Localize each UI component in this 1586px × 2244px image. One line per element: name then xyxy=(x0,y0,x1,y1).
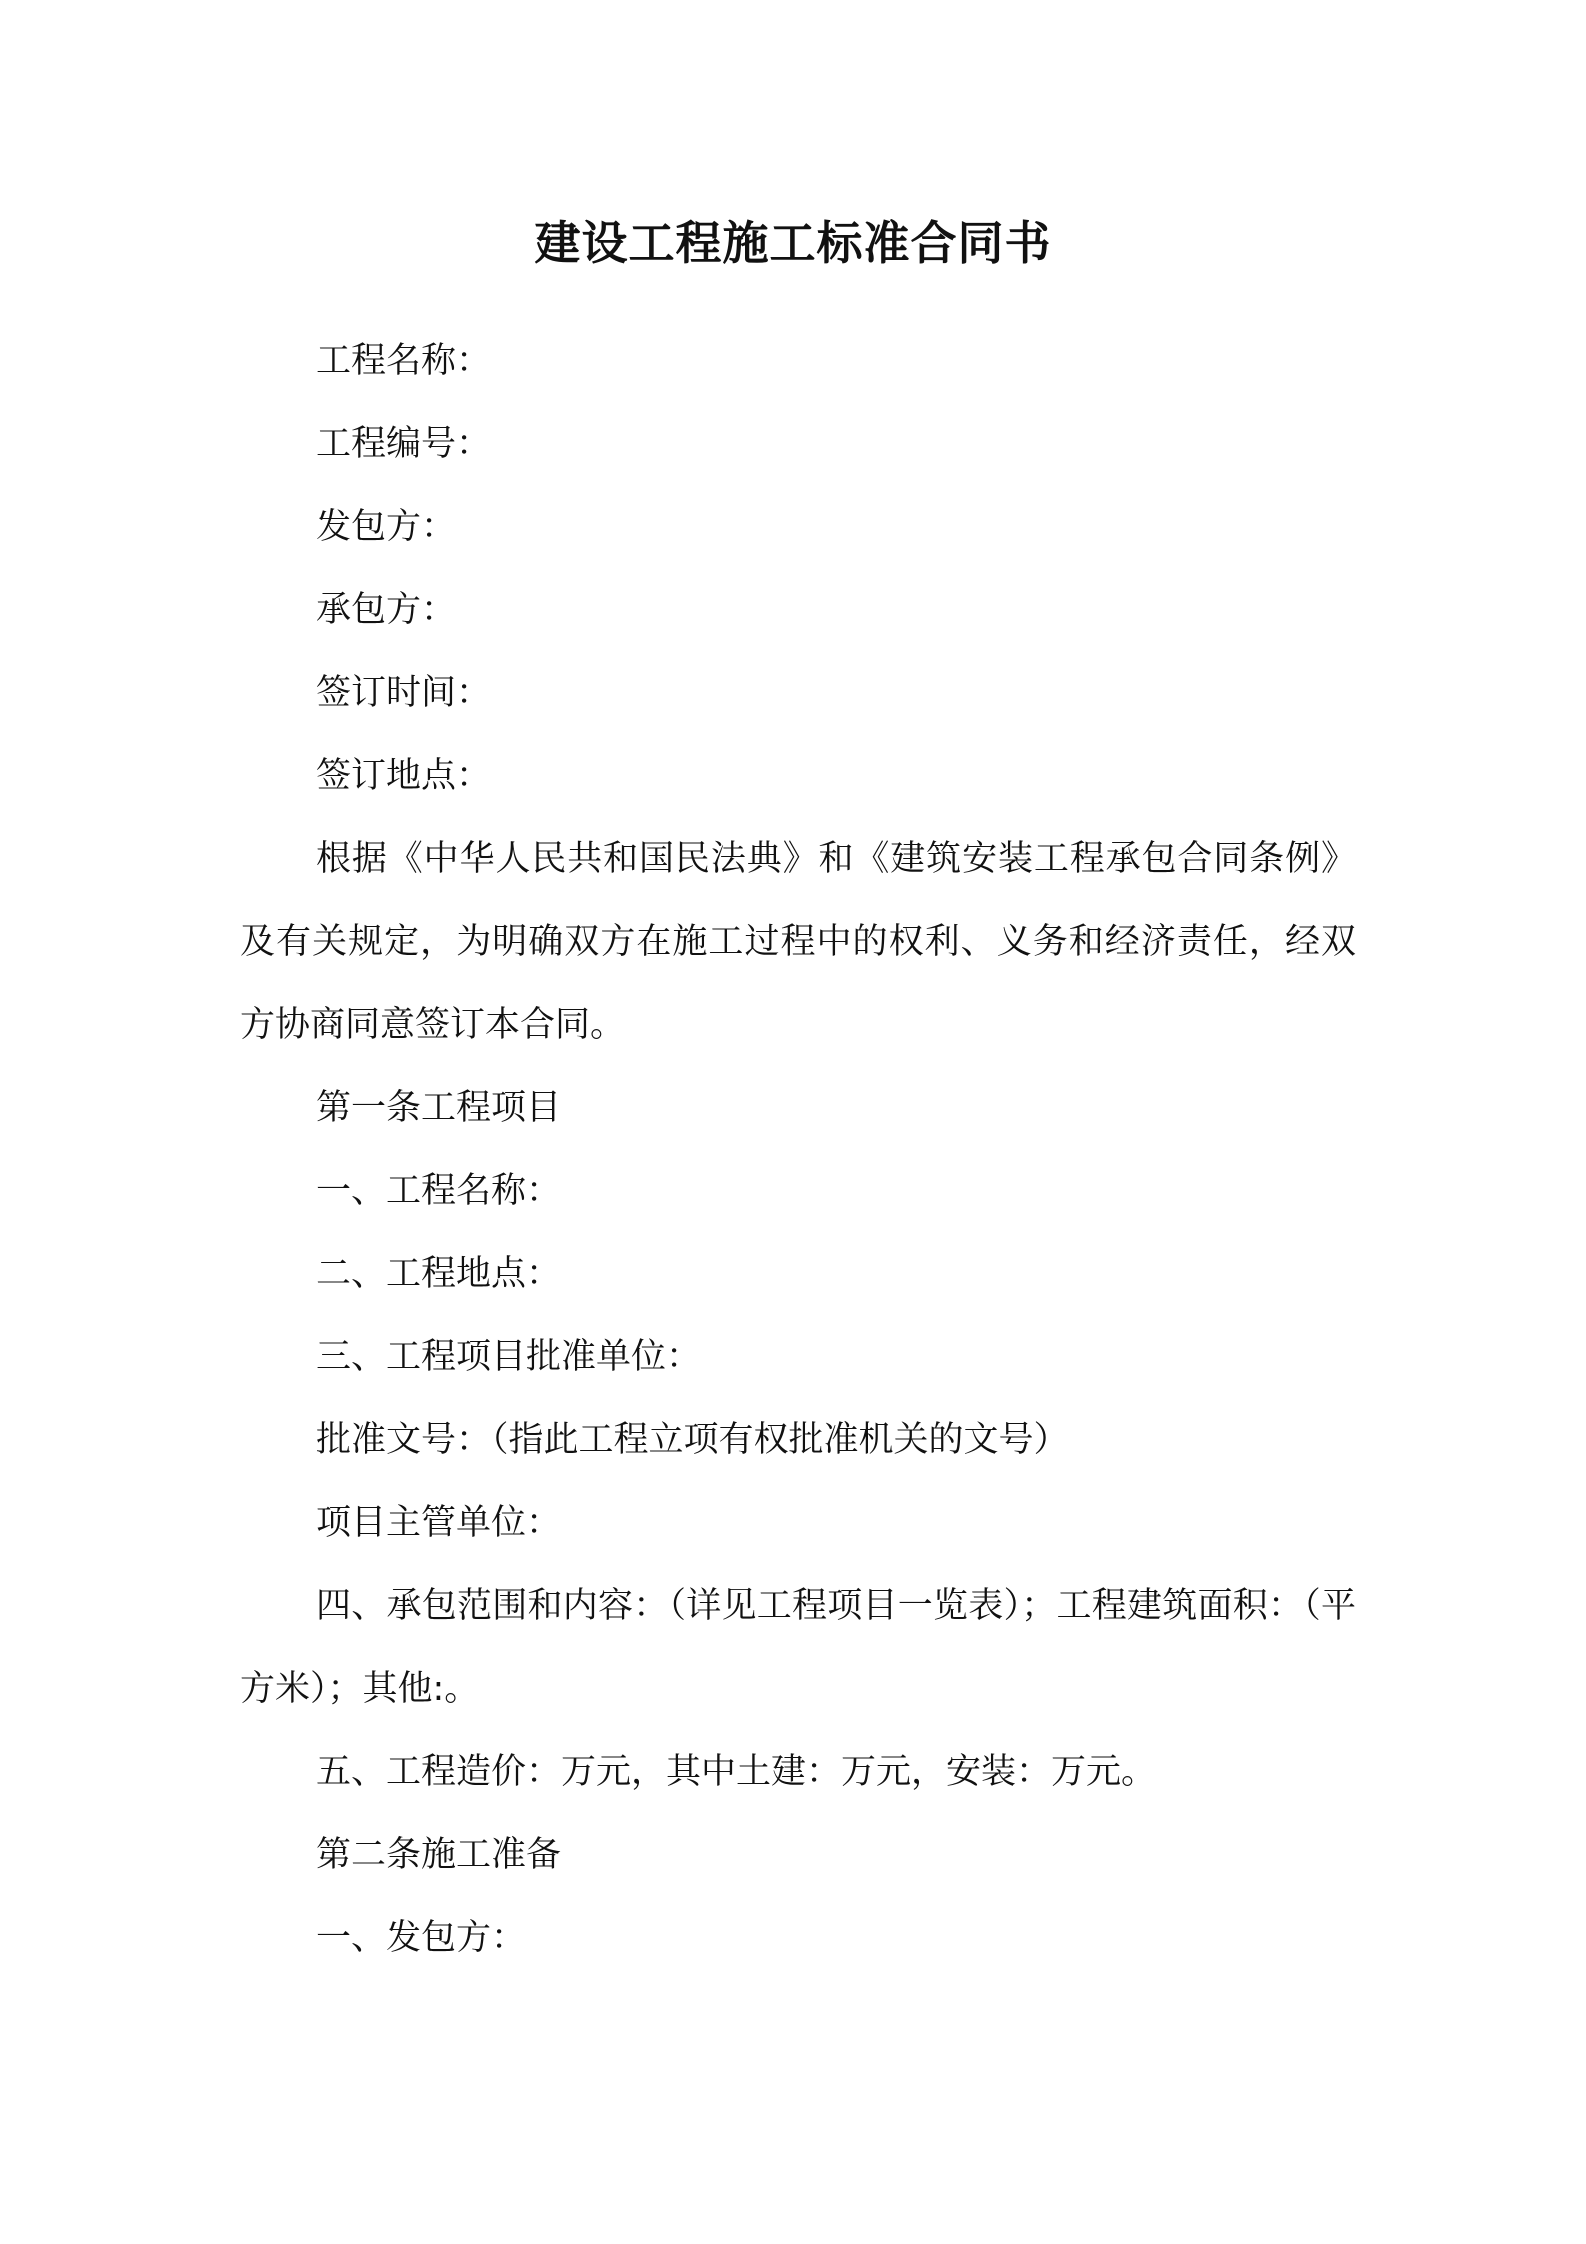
field-contractor: 承包方： xyxy=(316,590,457,630)
field-signing-date: 签订时间： xyxy=(316,673,492,713)
article1-item-project-location: 二、工程地点： xyxy=(316,1254,562,1294)
preamble-paragraph: 根据《中华人民共和国民法典》和《建筑安装工程承包合同条例》及有关规定，为明确双方在施工过程中的权利、义务和经济责任，经双方协商同意签订本合同。 xyxy=(240,839,1356,1045)
article1-heading: 第一条工程项目 xyxy=(316,1088,562,1128)
field-project-number: 工程编号： xyxy=(316,424,492,464)
article2-heading: 第二条施工准备 xyxy=(316,1835,562,1875)
article1-item-project-name: 一、工程名称： xyxy=(316,1171,562,1211)
field-employer: 发包方： xyxy=(316,507,457,547)
article1-item-cost: 五、工程造价：万元，其中土建：万元，安装：万元。 xyxy=(316,1752,1157,1792)
document-body xyxy=(240,320,1356,1980)
document-title: 建设工程施工标准合同书 xyxy=(534,216,1052,270)
article2-item-employer: 一、发包方： xyxy=(316,1918,527,1958)
article1-supervising-unit: 项目主管单位： xyxy=(316,1503,562,1543)
article1-item-scope: 四、承包范围和内容：（详见工程项目一览表）；工程建筑面积：（平方米）；其他:。 xyxy=(240,1586,1356,1709)
article1-approval-number: 批准文号：（指此工程立项有权批准机关的文号） xyxy=(316,1420,1069,1460)
field-signing-place: 签订地点： xyxy=(316,756,492,796)
article1-item-approval-unit: 三、工程项目批准单位： xyxy=(316,1337,702,1377)
field-project-name: 工程名称： xyxy=(316,341,492,381)
